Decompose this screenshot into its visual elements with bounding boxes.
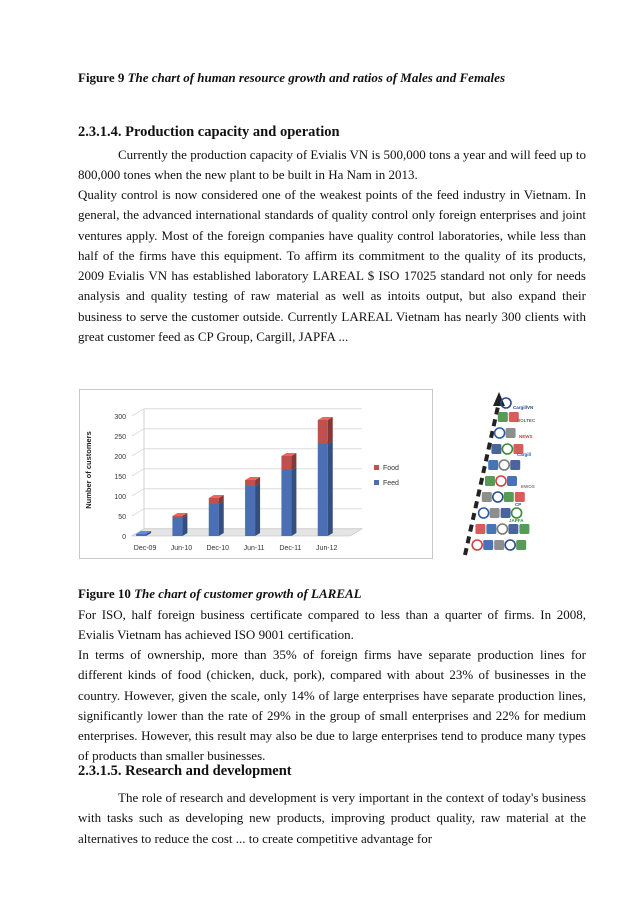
chart-x-tick-label: Dec-09 <box>133 545 157 552</box>
pyramid-logo-circle <box>512 508 522 518</box>
pyramid-logos <box>472 398 536 550</box>
figure9-title: The chart of human resource growth and ratios of Males and Females <box>127 70 505 85</box>
figure9-label: Figure 9 <box>78 70 125 85</box>
chart-legend <box>374 465 399 487</box>
chart-bar-food-front <box>172 516 182 518</box>
pyramid-brand-label: Cargill <box>517 452 532 457</box>
pyramid-logo-block <box>482 492 492 502</box>
section-2314-paragraph-1: Currently the production capacity of Evialis VN is 500,000 tons a year and will feed up to 800,000 tones when the new plant to be built in Ha Nam in 2013. <box>78 147 587 183</box>
ownership-paragraph: In terms of ownership, more than 35% of foreign firms have separate production lines for different kinds of food (chicken, duck, pork), compared with about 23% of businesses in the country. However, given the scale, only 14% of large enterprises have separate production lines, significantly lower than the rate of 29% in the group of small enterprises and 22% for medium enterprises. However, this result may also be due to large enterprises tend to produce many types of products than smaller businesses. <box>78 647 586 764</box>
chart-bar-feed-side <box>182 515 187 536</box>
chart-y-tick-label: 0 <box>122 534 126 541</box>
chart-bar-feed-side <box>291 467 296 536</box>
chart-legend-label: Food <box>383 465 399 472</box>
section-2315-paragraph-1: The role of research and development is very important in the context of today's business with tasks such as developing new products, improving product quality, raw material at the alternatives to reduce the cost ... to create competitive advantage for <box>78 790 586 846</box>
pyramid-logo-block <box>516 540 526 550</box>
chart-bar-food-front <box>245 480 255 486</box>
chart-bar-food-front <box>318 420 328 444</box>
chart-bar-feed-front <box>245 486 255 536</box>
pyramid-logo-block <box>483 540 493 550</box>
chart-y-ticks <box>114 414 126 541</box>
pyramid-logo-block <box>485 476 495 486</box>
pyramid-logo-block <box>510 460 520 470</box>
pyramid-logo-block <box>508 524 518 534</box>
pyramid-logo-circle <box>502 444 512 454</box>
pyramid-logo-block <box>519 524 529 534</box>
pyramid-logo-circle <box>505 540 515 550</box>
figure9-caption <box>78 70 505 86</box>
chart-x-ticks <box>134 545 338 552</box>
chart-bar-food-side <box>328 417 333 444</box>
chart-legend-swatch <box>374 480 379 485</box>
pyramid-logo-circle <box>495 428 505 438</box>
figure10-title: The chart of customer growth of LAREAL <box>134 586 362 601</box>
chart-bars <box>136 417 333 536</box>
pyramid-logo-block <box>515 492 525 502</box>
chart-x-tick-label: Jun-11 <box>243 545 265 552</box>
chart-y-tick-label: 50 <box>118 514 126 521</box>
customer-growth-chart <box>79 389 433 559</box>
chart-gridline-side <box>132 409 144 416</box>
pyramid-logo-block <box>501 508 511 518</box>
section-2314-paragraph-2: Quality control is now considered one of the weakest points of the feed industry in Vietnam. In general, the advanced international standards of quality control only foreign enterprises and joint ventures apply. Most of the foreign companies have quality control laboratories, while less than half of the firms have this equipment. To affirm its commitment to the quality of its products, 2009 Evialis VN has established laboratory LAREAL $ ISO 17025 standard not only for needs analysis and quality testing of raw material as well as intoits output, but also expand their business to serve the customer outside. Currently LAREAL Vietnam has nearly 300 clients with great customer feed as CP Group, Cargill, JAPFA ... <box>78 187 586 345</box>
pyramid-logo-circle <box>499 460 509 470</box>
iso-paragraph: For ISO, half foreign business certificate compared to less than a quarter of firms. In 2008, Evialis Vietnam has achieved ISO 9001 certification. <box>78 607 586 643</box>
chart-bar-feed-front <box>318 444 328 536</box>
pyramid-logo-block <box>491 444 501 454</box>
pyramid-logo-block <box>504 492 514 502</box>
chart-bar-feed-front <box>281 470 291 536</box>
chart-svg <box>80 390 432 558</box>
chart-gridline-side <box>132 509 144 516</box>
pyramid-brand-label: CP <box>515 502 522 507</box>
chart-gridline-side <box>132 469 144 476</box>
figure10-caption <box>78 586 362 602</box>
pyramid-logo-block <box>494 540 504 550</box>
pyramid-logo-block <box>488 460 498 470</box>
chart-legend-label: Feed <box>383 480 399 487</box>
pyramid-brand-label: NEWS <box>519 434 533 439</box>
chart-y-tick-label: 250 <box>114 434 126 441</box>
pyramid-brand-label: DOLTEC <box>517 418 536 423</box>
chart-y-axis-label: Number of customers <box>84 431 93 509</box>
chart-y-tick-label: 300 <box>114 414 126 421</box>
pyramid-logo-circle <box>472 540 482 550</box>
pyramid-brand-label: JAPFA <box>509 518 524 523</box>
chart-gridline-side <box>132 489 144 496</box>
pyramid-logo-circle <box>479 508 489 518</box>
pyramid-logo-block <box>490 508 500 518</box>
chart-x-tick-label: Jun-10 <box>170 545 193 552</box>
chart-gridline-side <box>132 429 144 436</box>
section-2314-heading: 2.3.1.4. Production capacity and operation <box>78 124 340 140</box>
pyramid-logo-circle <box>497 524 507 534</box>
chart-bar-food-front <box>281 456 291 470</box>
chart-bar-feed-side <box>328 441 333 536</box>
chart-bar-food-front <box>209 498 219 504</box>
pyramid-logo-block <box>486 524 496 534</box>
chart-x-tick-label: Dec-10 <box>206 545 230 552</box>
chart-gridline-side <box>132 449 144 456</box>
pyramid-logo-block <box>506 428 516 438</box>
chart-bar-feed-side <box>255 483 260 536</box>
chart-legend-swatch <box>374 465 379 470</box>
pyramid-logo-block <box>475 524 485 534</box>
chart-x-tick-label: Jun-12 <box>316 545 338 552</box>
pyramid-logo-block <box>507 476 517 486</box>
pyramid-logo-circle <box>493 492 503 502</box>
chart-bar-feed-front <box>209 504 219 536</box>
chart-x-tick-label: Dec-11 <box>279 545 302 552</box>
chart-y-tick-label: 100 <box>114 494 126 501</box>
section-2315-heading: 2.3.1.5. Research and development <box>78 763 292 779</box>
pyramid-brand-label: CargillVN <box>513 405 534 410</box>
chart-y-tick-label: 200 <box>114 454 126 461</box>
pyramid-logo-circle <box>496 476 506 486</box>
chart-bar-feed-front <box>136 534 146 536</box>
pyramid-logo-block <box>498 412 508 422</box>
pyramid-brand-label: EWOS <box>521 484 535 489</box>
figure10-label: Figure 10 <box>78 586 131 601</box>
chart-bar-feed-side <box>219 501 224 536</box>
chart-y-tick-label: 150 <box>114 474 126 481</box>
customer-logo-pyramid <box>455 390 555 560</box>
chart-bar-feed-front <box>172 518 182 536</box>
